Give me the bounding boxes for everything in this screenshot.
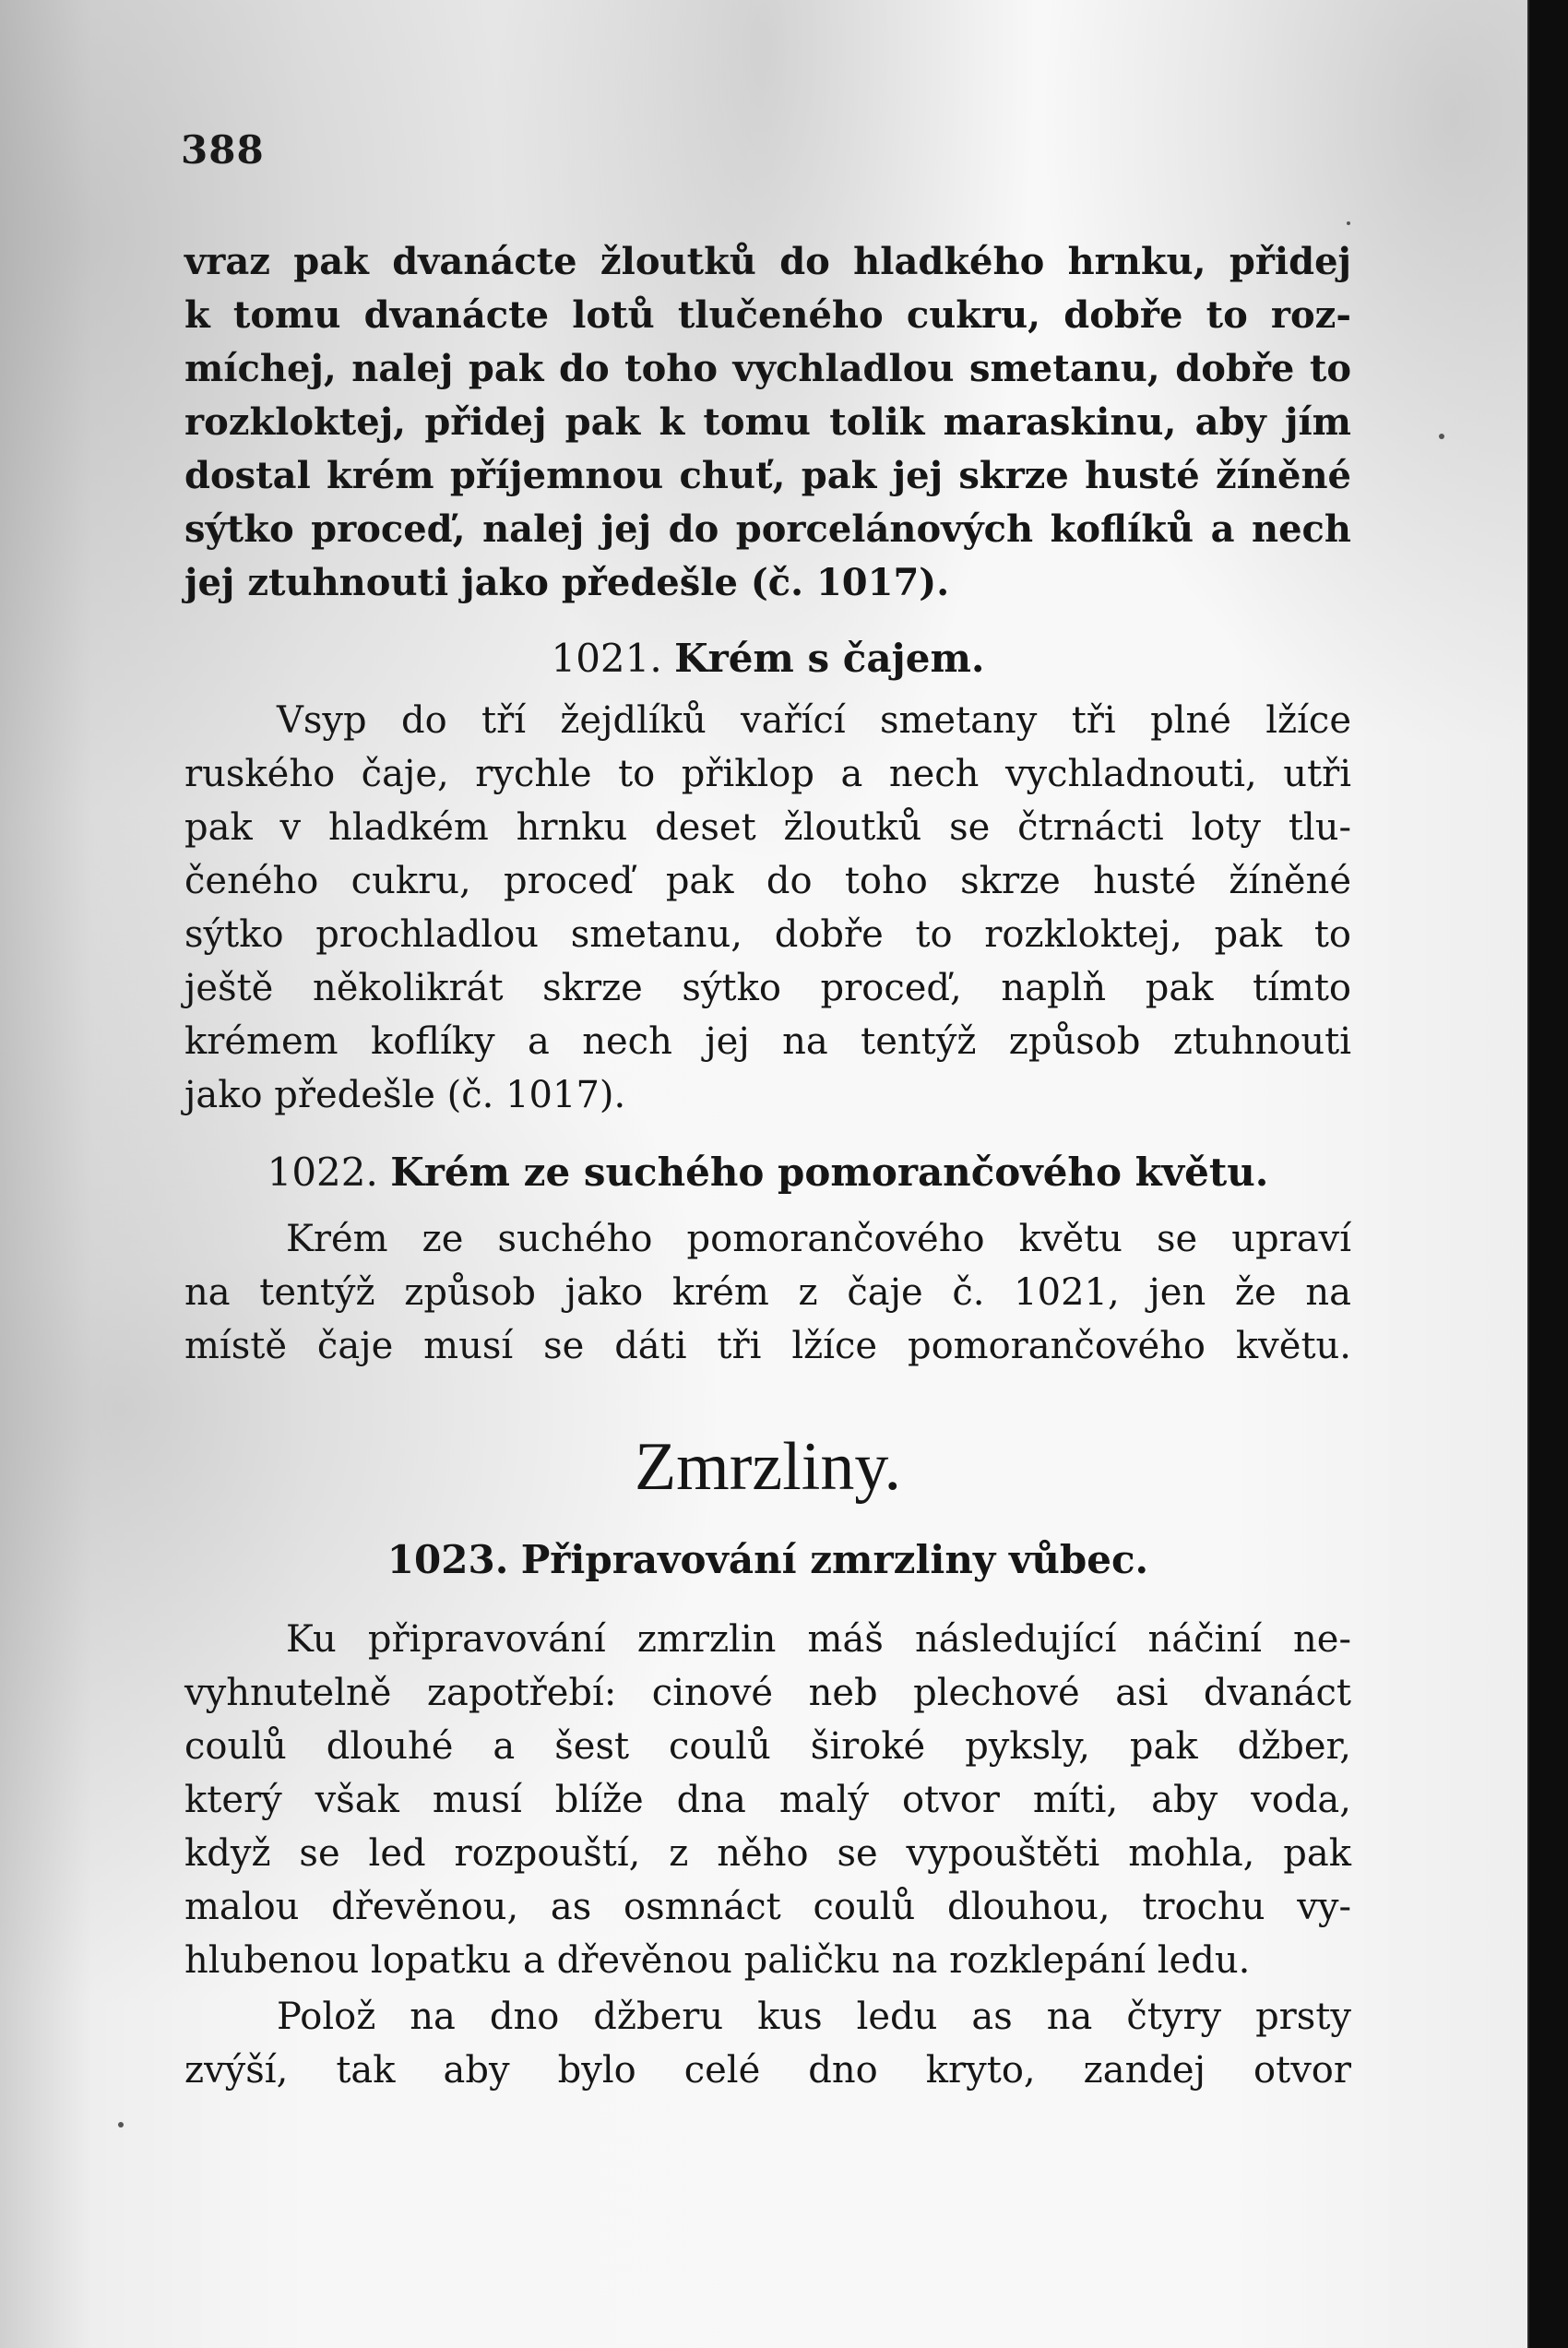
text-line: rozkloktej, přidej pak k tomu tolik maraskinu, aby jím: [184, 400, 1351, 444]
text-line: pak v hladkém hrnku deset žloutků se čtrnácti loty tlu-: [184, 806, 1351, 849]
paragraph-final: [184, 1990, 1351, 2097]
text-line: dostal krém příjemnou chuť, pak jej skrze husté žíněné: [184, 454, 1351, 497]
section-title: Zmrzliny.: [634, 1429, 902, 1505]
paragraph: [184, 1212, 1351, 1373]
paragraph: [184, 235, 1351, 610]
text-line: když se led rozpouští, z něho se vypouštěti mohla, pak: [184, 1832, 1351, 1875]
recipe-title: Krém ze suchého pomorančového květu.: [390, 1150, 1269, 1195]
paragraph-1021: [184, 694, 1351, 1122]
text-line: čeného cukru, proceď pak do toho skrze husté žíněné: [184, 860, 1351, 902]
recipe-title: Připravování zmrzliny vůbec.: [520, 1537, 1149, 1582]
recipe-heading-1021: [184, 630, 1351, 687]
recipe-number: 1023.: [386, 1537, 509, 1582]
ink-speck: [118, 2122, 124, 2128]
text-line: vyhnutelně zapotřebí: cinové neb plechové asi dvanáct: [184, 1672, 1351, 1714]
paragraph-continuation: [184, 235, 1351, 610]
page-number: 388: [181, 127, 265, 173]
paragraph: [184, 1990, 1351, 2097]
text-line: ještě několikrát skrze sýtko proceď, naplň pak tímto: [184, 967, 1351, 1009]
text-line: ruského čaje, rychle to přiklop a nech vychladnouti, utři: [184, 753, 1351, 795]
scan-border: [1529, 0, 1568, 2348]
recipe-heading: [184, 630, 1351, 687]
section-zmrzliny: [184, 1425, 1351, 1508]
recipe-number: 1022.: [267, 1150, 378, 1195]
text-line: Ku připravování zmrzlin máš následující náčiní ne-: [286, 1618, 1351, 1661]
text-line: Polož na dno džberu kus ledu as na čtyry prsty: [277, 1996, 1351, 2038]
paragraph: [184, 694, 1351, 1122]
text-line: k tomu dvanácte lotů tlučeného cukru, dobře to roz-: [184, 293, 1351, 337]
recipe-heading-1023: [184, 1532, 1351, 1589]
text-line: sýtko proceď, nalej jej do porcelánových koflíků a nech: [184, 507, 1351, 551]
text-line: malou dřevěnou, as osmnáct coulů dlouhou, trochu vy-: [184, 1886, 1351, 1928]
text-line: vraz pak dvanácte žloutků do hladkého hrnku, přidej: [184, 240, 1351, 283]
recipe-heading-1022: [184, 1144, 1351, 1201]
text-line: jako předešle (č. 1017).: [184, 1074, 626, 1116]
paragraph-1022: [184, 1212, 1351, 1373]
recipe-heading: [184, 1532, 1351, 1589]
paragraph: [184, 1613, 1351, 1987]
text-line: jej ztuhnouti jako předešle (č. 1017).: [184, 561, 950, 604]
ink-speck: [1439, 434, 1444, 439]
recipe-title: Krém s čajem.: [674, 636, 985, 681]
text-line: Krém ze suchého pomorančového květu se upraví: [286, 1218, 1351, 1260]
text-line: míchej, nalej pak do toho vychladlou smetanu, dobře to: [184, 347, 1351, 390]
text-line: zvýší, tak aby bylo celé dno kryto, zandej otvor: [184, 2049, 1351, 2092]
text-line: místě čaje musí se dáti tři lžíce pomorančového květu.: [184, 1325, 1351, 1367]
text-line: Vsyp do tří žejdlíků vařící smetany tři plné lžíce: [277, 699, 1351, 742]
text-line: hlubenou lopatku a dřevěnou paličku na rozklepání ledu.: [184, 1939, 1251, 1982]
paragraph-1023: [184, 1613, 1351, 1987]
ink-speck: [1347, 221, 1350, 225]
text-line: na tentýž způsob jako krém z čaje č. 1021, jen že na: [184, 1271, 1351, 1314]
text-line: který však musí blíže dna malý otvor míti, aby voda,: [184, 1779, 1351, 1821]
text-line: sýtko prochladlou smetanu, dobře to rozkloktej, pak to: [184, 913, 1351, 956]
text-line: coulů dlouhé a šest coulů široké pyksly, pak džber,: [184, 1725, 1351, 1768]
text-line: krémem koflíky a nech jej na tentýž způsob ztuhnouti: [184, 1020, 1351, 1063]
recipe-heading: [184, 1144, 1351, 1201]
recipe-number: 1021.: [551, 636, 662, 681]
